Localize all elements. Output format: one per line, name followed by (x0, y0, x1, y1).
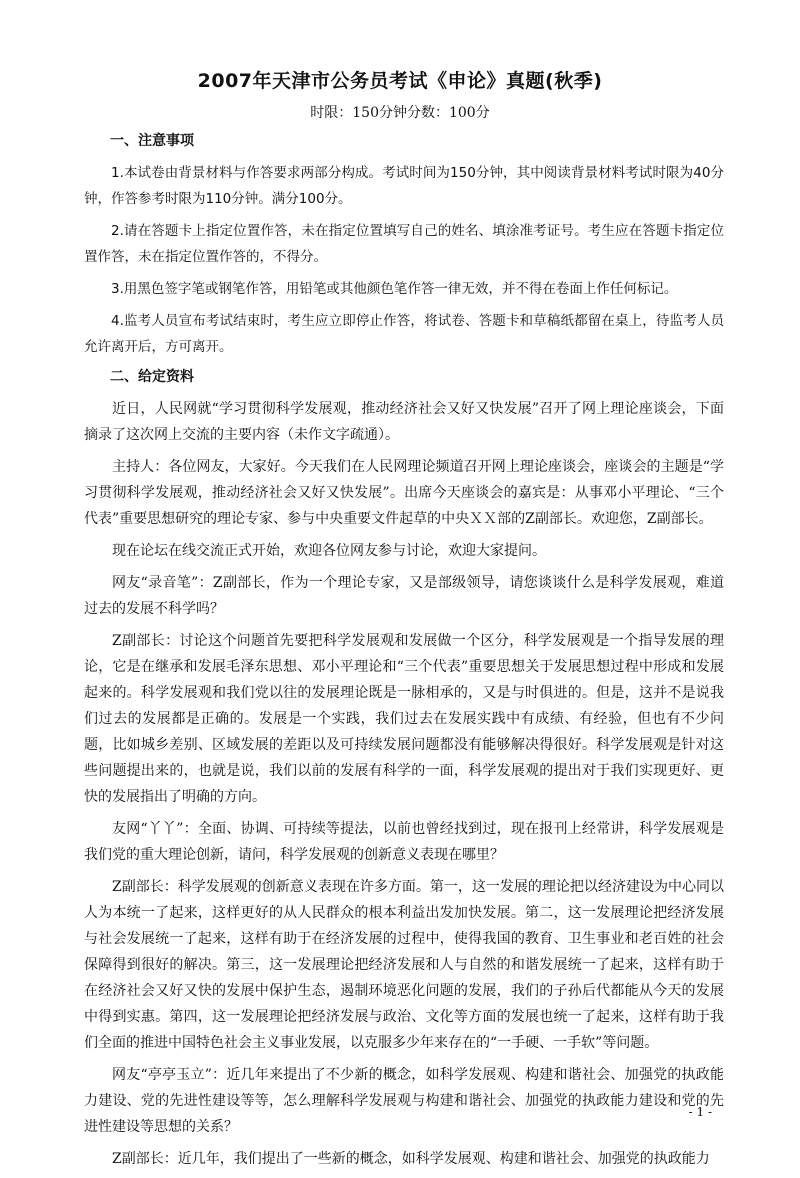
material-paragraph: 友网“丫丫”：全面、协调、可持续等提法，以前也曾经找到过，现在报刊上经常讲，科学发展观是我们党的重大理论创新，请问，科学发展观的创新意义表现在哪里？ (84, 821, 724, 863)
section-heading-notice: 一、注意事项 (110, 133, 194, 149)
material-paragraph: 主持人：各位网友，大家好。今天我们在人民网理论频道召开网上理论座谈会，座谈会的主题是“学习贯彻科学发展观，推动经济社会又好又快发展”。出席今天座谈会的嘉宾是：从事邓小平理论、“三个代表”重要思想研究的理论专家、参与中央重要文件起草的中央ＸＸ部的Z副部长。欢迎您，Z副部长。 (84, 459, 724, 527)
notice-paragraph: 1.本试卷由背景材料与作答要求两部分构成。考试时间为150分钟，其中阅读背景材料考试时限为40分钟，作答参考时限为110分钟。满分100分。 (84, 165, 724, 207)
page-number: - 1 - (688, 1105, 712, 1119)
material-paragraph: 近日，人民网就“学习贯彻科学发展观，推动经济社会又好又快发展”召开了网上理论座谈会，下面摘录了这次网上交流的主要内容（未作文字疏通）。 (84, 401, 724, 443)
notice-paragraph: 4.监考人员宣布考试结束时，考生应立即停止作答，将试卷、答题卡和草稿纸都留在桌上，待监考人员允许离开后，方可离开。 (84, 313, 724, 355)
material-paragraph: 网友“亭亭玉立”：近几年来提出了不少新的概念，如科学发展观、构建和谐社会、加强党的执政能力建设、党的先进性建设等等，怎么理解科学发展观与构建和谐社会、加强党的执政能力建设和党的先进性建设等思想的关系？ (84, 1067, 724, 1135)
material-paragraph: Z副部长：近几年，我们提出了一些新的概念，如科学发展观、构建和谐社会、加强党的执政能力 (112, 1151, 710, 1167)
notice-paragraph: 2.请在答题卡上指定位置作答，未在指定位置填写自己的姓名、填涂准考证号。考生应在答题卡指定位置作答，未在指定位置作答的，不得分。 (84, 223, 724, 265)
notice-section (84, 130, 724, 360)
material-paragraph: 现在论坛在线交流正式开始，欢迎各位网友参与讨论，欢迎大家提问。 (112, 543, 546, 559)
notice-paragraph: 3.用黑色签字笔或钢笔作答，用铅笔或其他颜色笔作答一律无效，并不得在卷面上作任何标记。 (111, 281, 678, 297)
section-heading-material: 二、给定资料 (110, 369, 194, 385)
material-section (84, 366, 724, 1172)
document-body (84, 130, 724, 1178)
exam-time-and-score: 时限：150分钟分数：100分 (310, 105, 490, 121)
material-paragraph: Z副部长：讨论这个问题首先要把科学发展观和发展做一个区分，科学发展观是一个指导发展的理论，它是在继承和发展毛泽东思想、邓小平理论和“三个代表”重要思想关于发展思想过程中形成和发展起来的。科学发展观和我们党以往的发展理论既是一脉相承的，又是与时俱进的。但是，这并不是说我们过去的发展都是正确的。发展是一个实践，我们过去在发展实践中有成绩、有经验，但也有不少问题，比如城乡差别、区域发展的差距以及可持续发展问题都没有能够解决得很好。科学发展观是针对这些问题提出来的，也就是说，我们以前的发展有科学的一面，科学发展观的提出对于我们实现更好、更快的发展指出了明确的方向。 (84, 633, 724, 805)
material-paragraph: 网友“录音笔”：Z副部长，作为一个理论专家，又是部级领导，请您谈谈什么是科学发展观，难道过去的发展不科学吗？ (84, 575, 724, 617)
material-paragraph: Z副部长：科学发展观的创新意义表现在许多方面。第一，这一发展的理论把以经济建设为中心同以人为本统一了起来，这样更好的从人民群众的根本利益出发加快发展。第二，这一发展理论把经济发展与社会发展统一了起来，这样有助于在经济发展的过程中，使得我国的教育、卫生事业和老百姓的社会保障得到很好的解决。第三，这一发展理论把经济发展和人与自然的和谐发展统一了起来，这样有助于在经济社会又好又快的发展中保护生态，遏制环境恶化问题的发展，我们的子孙后代都能从今天的发展中得到实惠。第四，这一发展理论把经济发展与政治、文化等方面的发展也统一了起来，这样有助于我们全面的推进中国特色社会主义事业发展，以克服多少年来存在的“一手硬、一手软”等问题。 (84, 879, 724, 1051)
document-title: 2007年天津市公务员考试《申论》真题(秋季) (197, 70, 603, 92)
